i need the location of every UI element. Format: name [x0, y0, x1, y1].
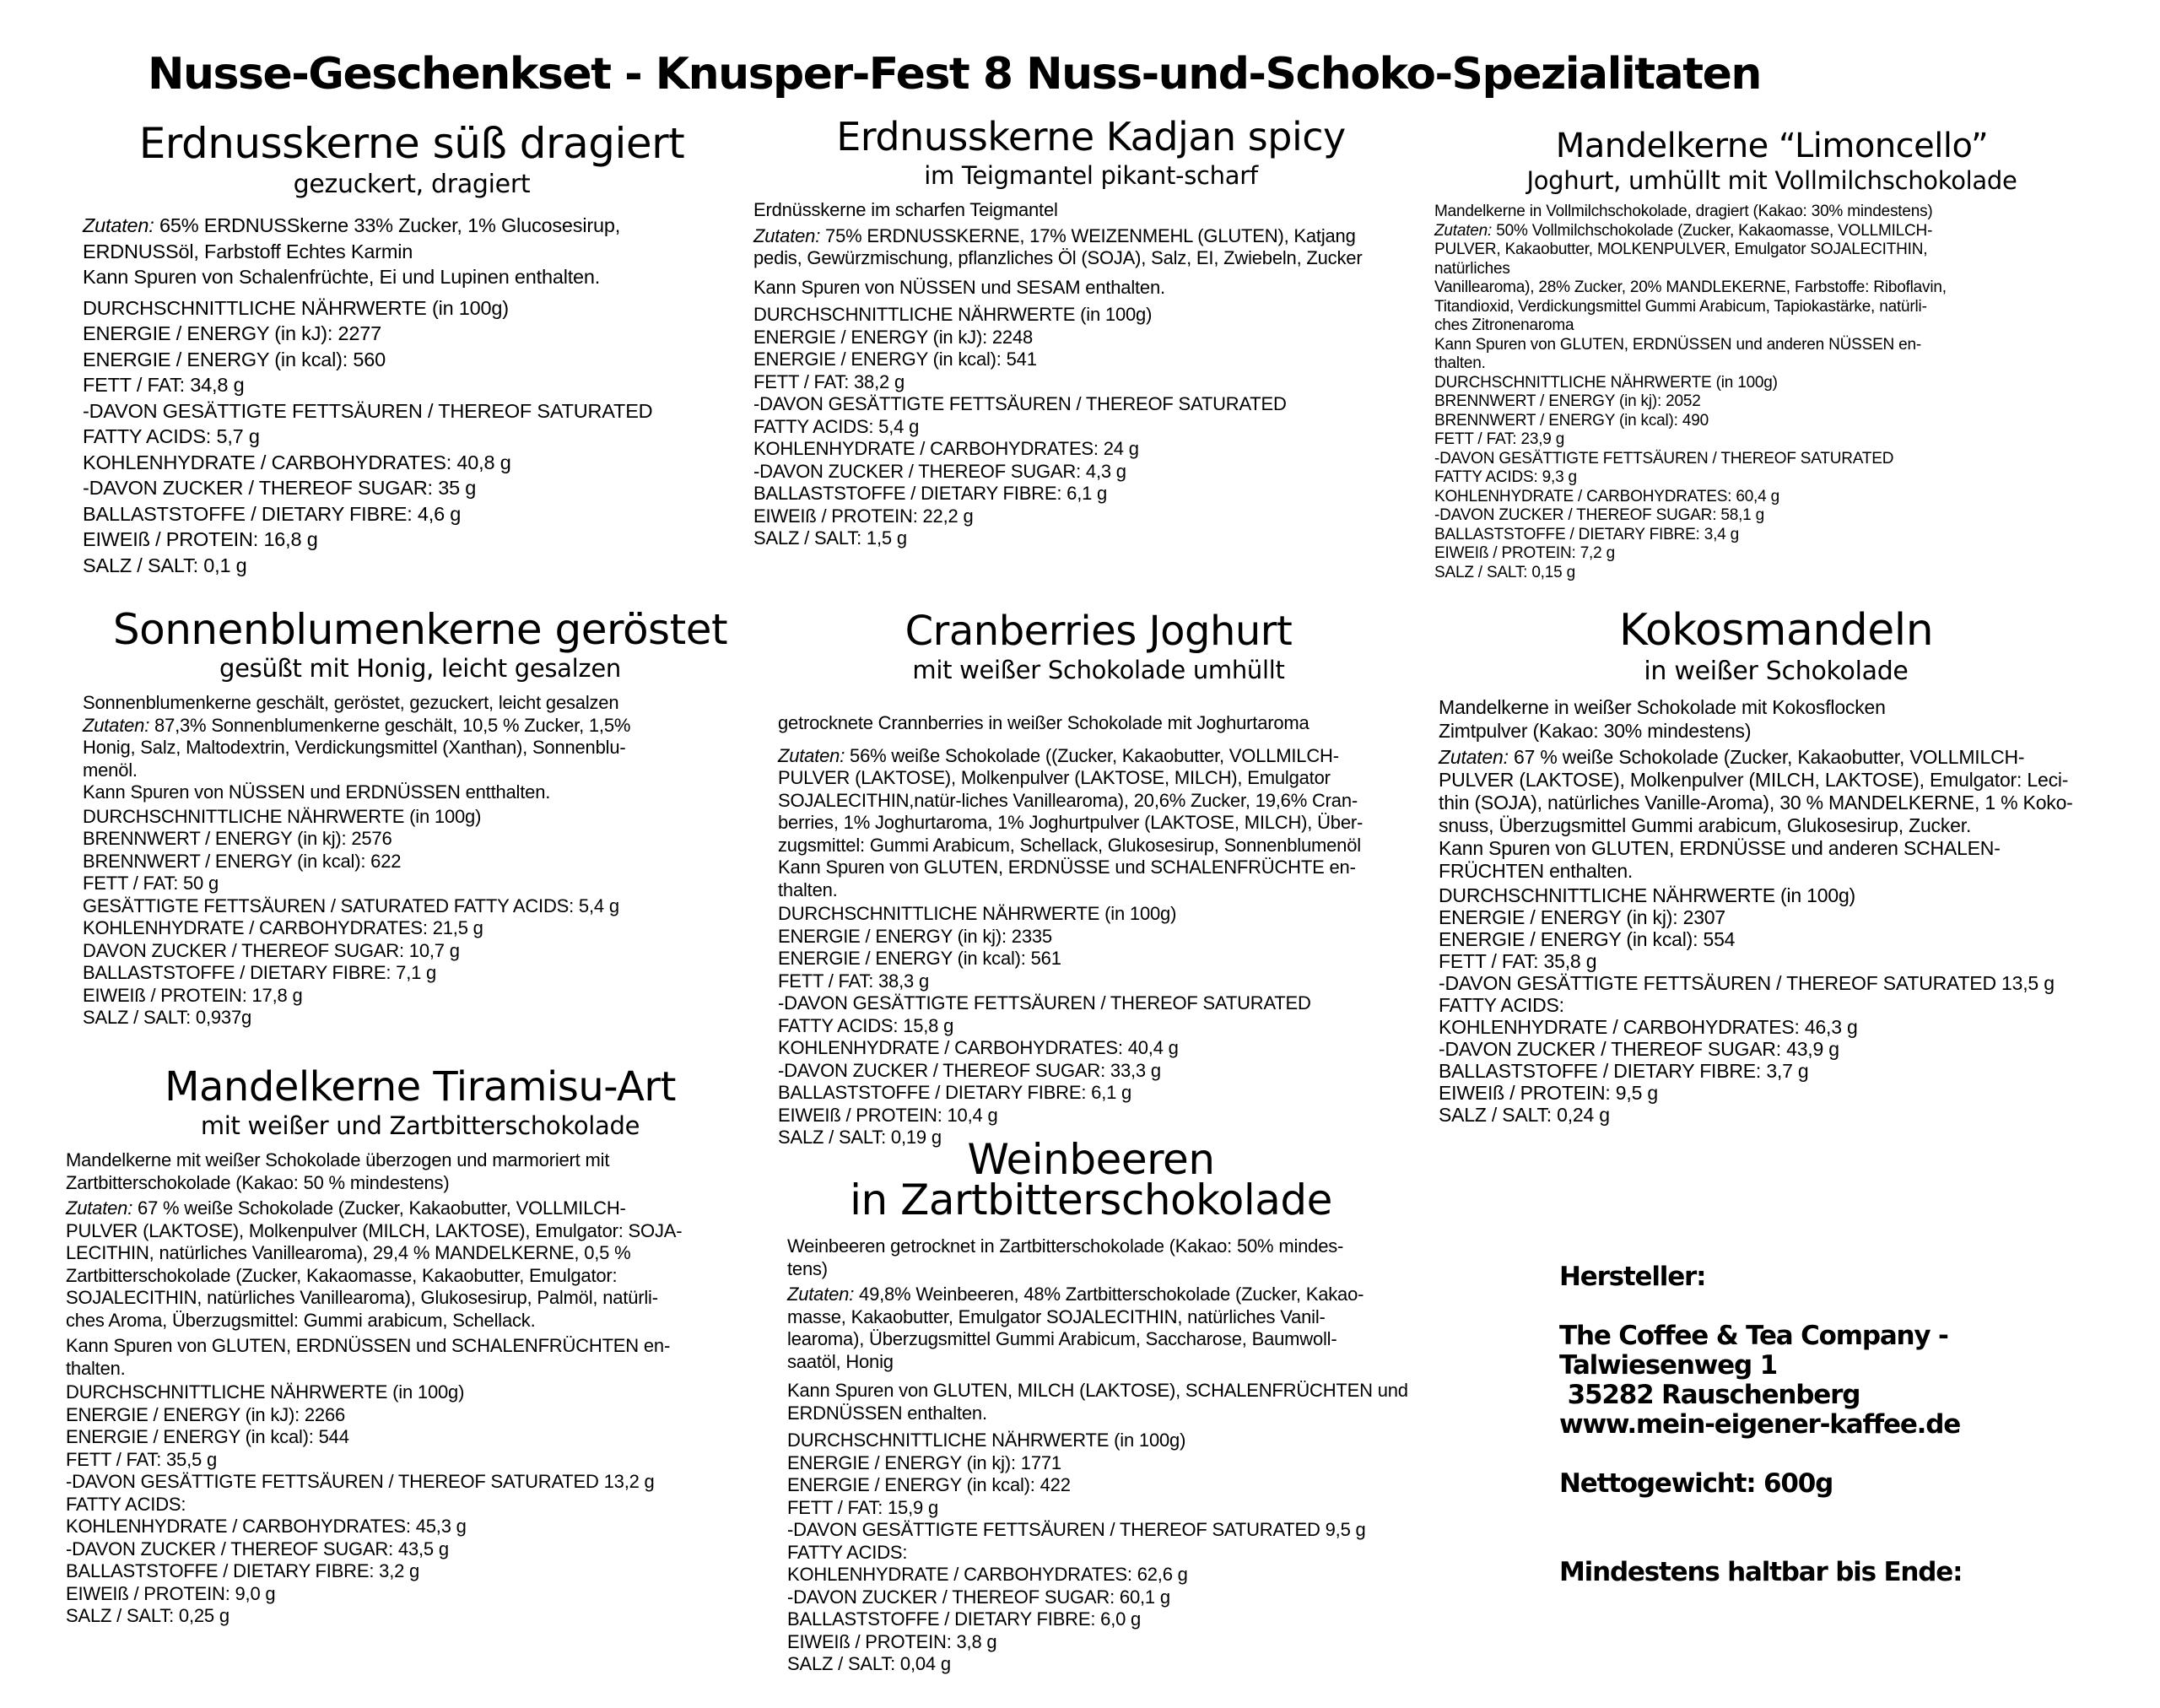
nutrition-line: BRENNWERT / ENERGY (in kcal): 622 [83, 850, 402, 872]
nutrition-line: DURCHSCHNITTLICHE NÄHRWERTE (in 100g) [1439, 884, 1855, 906]
nutrition-line: FETT / FAT: 15,9 g [787, 1496, 938, 1518]
ingredients-text [787, 1284, 1462, 1373]
nutrition-facts [66, 1381, 775, 1628]
zutaten-label: Zutaten: [787, 1284, 855, 1305]
product-block [83, 118, 741, 578]
nutrition-line: DURCHSCHNITTLICHE NÄHRWERTE (in 100g) [753, 304, 1153, 325]
nutrition-line: ENERGIE / ENERGY (in kcal): 554 [1439, 928, 1736, 950]
nutrition-line: ENERGIE / ENERGY (in kj): 2335 [778, 925, 1052, 947]
nutrition-line: FATTY ACIDS: 5,4 g [753, 415, 920, 437]
manufacturer-line: The Coffee & Tea Company - [1559, 1321, 1948, 1351]
nutrition-line: FETT / FAT: 34,8 g [83, 374, 245, 396]
nutrition-line: -DAVON GESÄTTIGTE FETTSÄUREN / THEREOF SATURATED [1434, 449, 1894, 468]
best-before: Mindestens haltbar bis Ende: [1559, 1557, 1963, 1587]
product-block [778, 608, 1419, 1149]
nutrition-line: KOHLENHYDRATE / CARBOHYDRATES: 21,5 g [83, 917, 483, 938]
nutrition-facts [753, 304, 1428, 550]
product-block [1434, 127, 2109, 582]
manufacturer-line: 35282 Rauschenberg [1559, 1380, 1860, 1410]
nutrition-facts [1434, 374, 2109, 583]
product-subtitle: im Teigmantel pikant-scharf [924, 161, 1258, 190]
product-description: Erdnüsskerne im scharfen Teigmantel [753, 199, 1058, 220]
page-title: Nusse-Geschenkset - Knusper-Fest 8 Nuss-und-Schoko-Spezialitaten [148, 49, 1761, 100]
ingredients-text [1439, 746, 2114, 883]
nutrition-line: -DAVON ZUCKER / THEREOF SUGAR: 43,9 g [1439, 1038, 1839, 1060]
nutrition-line: ENERGIE / ENERGY (in kcal): 541 [753, 349, 1037, 370]
nutrition-line: SALZ / SALT: 0,15 g [1434, 563, 1575, 581]
nutrition-line: FATTY ACIDS: 9,3 g [1434, 468, 1577, 486]
allergen-notice: Kann Spuren von NÜSSEN und SESAM enthalten. [753, 276, 1165, 298]
nutrition-line: ENERGIE / ENERGY (in kj): 1771 [787, 1451, 1061, 1473]
allergen-notice: Kann Spuren von GLUTEN, MILCH (LAKTOSE), SCHALENFRÜCHTEN und ERDNÜSSEN enthalten. [787, 1380, 1408, 1424]
ingredients-text [753, 225, 1428, 270]
nutrition-line: SALZ / SALT: 0,04 g [787, 1653, 951, 1674]
nutrition-line: BRENNWERT / ENERGY (in kj): 2576 [83, 828, 392, 849]
nutrition-line: DURCHSCHNITTLICHE NÄHRWERTE (in 100g) [787, 1430, 1186, 1451]
nutrition-line: EIWEIß / PROTEIN: 9,5 g [1439, 1082, 1658, 1104]
product-title: Erdnusskerne süß dragiert [138, 119, 685, 168]
nutrition-line: BALLASTSTOFFE / DIETARY FIBRE: 7,1 g [83, 962, 437, 983]
product-description: Mandelkerne in Vollmilchschokolade, dragiert (Kakao: 30% mindestens) [1434, 203, 1933, 220]
nutrition-line: ENERGIE / ENERGY (in kJ): 2266 [66, 1403, 346, 1425]
product-title: Erdnusskerne Kadjan spicy [836, 114, 1346, 159]
product-description: Sonnenblumenkerne geschält, geröstet, gezuckert, leicht gesalzen [83, 692, 619, 713]
nutrition-line: EIWEIß / PROTEIN: 22,2 g [753, 505, 974, 527]
ingredients-list: 87,3% Sonnenblumenkerne geschält, 10,5 % Zucker, 1,5% Honig, Salz, Maltodextrin, Verdickungsmittel (Xanthan), Sonnenblu- menöl. Kann Spuren von NÜSSEN und ERDNÜSSEN entthalten. [83, 714, 631, 803]
nutrition-line: KOHLENHYDRATE / CARBOHYDRATES: 40,4 g [778, 1037, 1179, 1058]
zutaten-label: Zutaten: [83, 214, 154, 236]
manufacturer-line: Talwiesenweg 1 [1559, 1350, 1777, 1381]
zutaten-label: Zutaten: [778, 744, 845, 766]
nutrition-line: DURCHSCHNITTLICHE NÄHRWERTE (in 100g) [1434, 373, 1778, 392]
nutrition-line: BALLASTSTOFFE / DIETARY FIBRE: 6,0 g [787, 1608, 1142, 1630]
nutrition-facts [83, 295, 741, 579]
nutrition-line: FETT / FAT: 35,5 g [66, 1448, 217, 1470]
product-title: Weinbeeren in Zartbitterschokolade [850, 1135, 1332, 1224]
ingredients-list: 56% weiße Schokolade ((Zucker, Kakaobutter, VOLLMILCH- PULVER (LAKTOSE), Molkenpulver (LAKTOSE, MILCH), Emulgator SOJALECITHIN,natür-liches Vanillearoma), 20,6% Zucker, 19,6% Cran- berries, 1% Joghurtaroma, 1% Joghurtpulver (LAKTOSE, MILCH), Über- zugsmittel: Gummi Arabicum, Schellack, Glukosesirup, Sonnenblumenöl Kann Spuren von GLUTEN, ERDNÜSSE und SCHALENFRÜCHTE en- thalten. [778, 744, 1364, 900]
nutrition-line: -DAVON ZUCKER / THEREOF SUGAR: 4,3 g [753, 460, 1126, 482]
ingredients-text [778, 745, 1419, 902]
product-block [753, 113, 1428, 550]
nutrition-line: -DAVON GESÄTTIGTE FETTSÄUREN / THEREOF SATURATED 9,5 g [787, 1519, 1366, 1540]
nutrition-line: SALZ / SALT: 0,24 g [1439, 1104, 1610, 1126]
nutrition-line: BALLASTSTOFFE / DIETARY FIBRE: 4,6 g [83, 502, 462, 525]
nutrition-facts [778, 903, 1419, 1149]
manufacturer-info [1559, 1262, 1962, 1587]
product-subtitle: gesüßt mit Honig, leicht gesalzen [219, 654, 621, 683]
nutrition-line: GESÄTTIGTE FETTSÄUREN / SATURATED FATTY ACIDS: 5,4 g [83, 895, 619, 916]
nutrition-line: FETT / FAT: 50 g [83, 873, 219, 894]
nutrition-line: SALZ / SALT: 0,25 g [66, 1605, 230, 1626]
product-title: Kokosmandeln [1618, 605, 1934, 656]
nutrition-line: SALZ / SALT: 0,19 g [778, 1127, 942, 1148]
nutrition-line: -DAVON GESÄTTIGTE FETTSÄUREN / THEREOF SATURATED 13,5 g [1439, 972, 2055, 994]
nutrition-facts [1439, 884, 2114, 1126]
nutrition-line: DAVON ZUCKER / THEREOF SUGAR: 10,7 g [83, 939, 460, 961]
ingredients-list: 65% ERDNUSSkerne 33% Zucker, 1% Glucosesirup, ERDNUSSöl, Farbstoff Echtes Karmin Kann Spuren von Schalenfrüchte, Ei und Lupinen enthalten. [83, 214, 621, 288]
nutrition-line: ENERGIE / ENERGY (in kJ): 2277 [83, 322, 382, 344]
nutrition-line: ENERGIE / ENERGY (in kcal): 560 [83, 348, 386, 370]
nutrition-line: -DAVON GESÄTTIGTE FETTSÄUREN / THEREOF SATURATED [778, 992, 1311, 1013]
ingredients-list: 50% Vollmilchschokolade (Zucker, Kakaomasse, VOLLMILCH- PULVER, Kakaobutter, MOLKENPULVER, Emulgator SOJALECITHIN, natürliches Vanillearoma), 28% Zucker, 20% MANDLEKERNE, Farbstoffe: Riboflavin, Titandioxid, Verdickungsmittel Gummi Arabicum, Tapiokastärke, natürli- ches Zitronenaroma Kann Spuren von GLUTEN, ERDNÜSSEN und anderen NÜSSEN en- thalten. [1434, 221, 1947, 372]
nutrition-line: BRENNWERT / ENERGY (in kcal): 490 [1434, 411, 1709, 430]
nutrition-line: DURCHSCHNITTLICHE NÄHRWERTE (in 100g) [778, 903, 1177, 924]
nutrition-line: KOHLENHYDRATE / CARBOHYDRATES: 60,4 g [1434, 487, 1779, 505]
ingredients-list: 67 % weiße Schokolade (Zucker, Kakaobutter, VOLLMILCH- PULVER (LAKTOSE), Molkenpulver (MILCH, LAKTOSE), Emulgator: SOJA- LECITHIN, natürliches Vanillearoma), 29,4 % MANDELKERNE, 0,5 % Zartbitterschokolade (Zucker, Kakaomasse, Kakaobutter, Emulgator: SOJALECITHIN, natürliches Vanillearoma), Glukosesirup, Palmöl, natürli- ches Aroma, Überzugsmittel: Gummi arabicum, Schellack. [66, 1197, 683, 1331]
ingredients-text [83, 715, 758, 804]
product-subtitle: gezuckert, dragiert [293, 170, 531, 199]
product-block [66, 1063, 775, 1628]
nutrition-line: ENERGIE / ENERGY (in kj): 2307 [1439, 906, 1725, 928]
nutrition-facts [83, 806, 758, 1030]
nutrition-line: BALLASTSTOFFE / DIETARY FIBRE: 6,1 g [778, 1082, 1132, 1103]
nutrition-line: EIWEIß / PROTEIN: 17,8 g [83, 984, 303, 1006]
product-title: Mandelkerne “Limoncello” [1555, 127, 1989, 165]
nutrition-line: -DAVON ZUCKER / THEREOF SUGAR: 60,1 g [787, 1586, 1170, 1608]
ingredients-text [66, 1197, 775, 1332]
nutrition-line: FATTY ACIDS: [1439, 994, 1564, 1016]
nutrition-facts [787, 1430, 1462, 1676]
nutrition-line: DURCHSCHNITTLICHE NÄHRWERTE (in 100g) [83, 296, 509, 319]
zutaten-label: Zutaten: [753, 224, 821, 246]
product-title: Mandelkerne Tiramisu-Art [165, 1063, 676, 1111]
nutrition-line: -DAVON GESÄTTIGTE FETTSÄUREN / THEREOF SATURATED [83, 399, 653, 422]
nutrition-line: SALZ / SALT: 0,1 g [83, 554, 247, 576]
nutrition-line: FATTY ACIDS: 5,7 g [83, 425, 260, 447]
product-title: Sonnenblumenkerne geröstet [112, 605, 728, 654]
product-title: Cranberries Joghurt [904, 608, 1293, 655]
allergen-notice: Kann Spuren von GLUTEN, ERDNÜSSEN und SCHALENFRÜCHTEN en- thalten. [66, 1335, 671, 1379]
nutrition-line: -DAVON GESÄTTIGTE FETTSÄUREN / THEREOF SATURATED [753, 393, 1287, 414]
nutrition-line: FETT / FAT: 23,9 g [1434, 430, 1565, 448]
nutrition-line: KOHLENHYDRATE / CARBOHYDRATES: 45,3 g [66, 1516, 467, 1537]
nutrition-line: EIWEIß / PROTEIN: 9,0 g [66, 1582, 276, 1604]
nutrition-line: FETT / FAT: 38,3 g [778, 970, 929, 992]
nutrition-line: FATTY ACIDS: 15,8 g [778, 1014, 954, 1036]
nutrition-line: BALLASTSTOFFE / DIETARY FIBRE: 3,2 g [66, 1560, 420, 1581]
nutrition-line: EIWEIß / PROTEIN: 3,8 g [787, 1630, 997, 1652]
nutrition-line: EIWEIß / PROTEIN: 10,4 g [778, 1104, 998, 1126]
product-subtitle: in weißer Schokolade [1644, 657, 1909, 686]
nutrition-line: DURCHSCHNITTLICHE NÄHRWERTE (in 100g) [83, 805, 482, 827]
nutrition-line: -DAVON GESÄTTIGTE FETTSÄUREN / THEREOF SATURATED 13,2 g [66, 1471, 655, 1492]
product-subtitle: mit weißer Schokolade umhüllt [912, 656, 1285, 684]
nutrition-line: SALZ / SALT: 1,5 g [753, 527, 907, 549]
product-block [1439, 604, 2114, 1126]
nutrition-line: ENERGIE / ENERGY (in kJ): 2248 [753, 326, 1034, 348]
nutrition-line: EIWEIß / PROTEIN: 16,8 g [83, 528, 318, 550]
nutrition-line: KOHLENHYDRATE / CARBOHYDRATES: 40,8 g [83, 451, 511, 473]
zutaten-label: Zutaten: [66, 1197, 133, 1219]
nutrition-line: BRENNWERT / ENERGY (in kj): 2052 [1434, 392, 1701, 410]
ingredients-list: 75% ERDNUSSKERNE, 17% WEIZENMEHL (GLUTEN), Katjang pedis, Gewürzmischung, pflanzliches Öl (SOJA), Salz, EI, Zwiebeln, Zucker [753, 224, 1363, 268]
nutrition-line: KOHLENHYDRATE / CARBOHYDRATES: 24 g [753, 438, 1139, 459]
nutrition-line: FETT / FAT: 38,2 g [753, 370, 904, 392]
nutrition-line: SALZ / SALT: 0,937g [83, 1007, 252, 1028]
product-description: Weinbeeren getrocknet in Zartbitterschokolade (Kakao: 50% mindes- tens) [787, 1235, 1344, 1279]
nutrition-line: KOHLENHYDRATE / CARBOHYDRATES: 62,6 g [787, 1564, 1188, 1585]
nutrition-line: KOHLENHYDRATE / CARBOHYDRATES: 46,3 g [1439, 1016, 1858, 1038]
nutrition-line: BALLASTSTOFFE / DIETARY FIBRE: 3,7 g [1439, 1060, 1809, 1082]
nutrition-line: DURCHSCHNITTLICHE NÄHRWERTE (in 100g) [66, 1381, 465, 1403]
product-subtitle: Joghurt, umhüllt mit Vollmilchschokolade [1526, 166, 2017, 195]
nutrition-line: -DAVON ZUCKER / THEREOF SUGAR: 33,3 g [778, 1059, 1161, 1081]
nutrition-line: ENERGIE / ENERGY (in kcal): 422 [787, 1474, 1071, 1495]
zutaten-label: Zutaten: [1439, 746, 1509, 768]
ingredients-text [83, 213, 741, 290]
nutrition-line: FATTY ACIDS: [66, 1493, 186, 1515]
nutrition-line: BALLASTSTOFFE / DIETARY FIBRE: 3,4 g [1434, 525, 1739, 543]
ingredients-text [1434, 222, 2109, 374]
product-description: Mandelkerne in weißer Schokolade mit Kokosflocken Zimtpulver (Kakao: 30% mindestens) [1439, 696, 1886, 742]
ingredients-list: 49,8% Weinbeeren, 48% Zartbitterschokolade (Zucker, Kakao- masse, Kakaobutter, Emulgator SOJALECITHIN, natürliches Vanil- learoma), Überzugsmittel Gummi Arabicum, Saccharose, Baumwoll- saatöl, Honig [787, 1284, 1364, 1372]
nutrition-line: ENERGIE / ENERGY (in kcal): 561 [778, 948, 1061, 969]
net-weight: Nettogewicht: 600g [1559, 1468, 1833, 1499]
zutaten-label: Zutaten: [1434, 221, 1493, 240]
product-description: Mandelkerne mit weißer Schokolade überzogen und marmoriert mit Zartbitterschokolade (Kakao: 50 % mindestens) [66, 1149, 610, 1193]
nutrition-line: FETT / FAT: 35,8 g [1439, 950, 1597, 972]
manufacturer-website: www.mein-eigener-kaffee.de [1559, 1409, 1961, 1440]
nutrition-line: FATTY ACIDS: [787, 1541, 908, 1563]
nutrition-line: ENERGIE / ENERGY (in kcal): 544 [66, 1426, 349, 1447]
product-subtitle: mit weißer und Zartbitterschokolade [200, 1111, 640, 1140]
nutrition-line: -DAVON ZUCKER / THEREOF SUGAR: 58,1 g [1434, 506, 1764, 524]
nutrition-line: -DAVON ZUCKER / THEREOF SUGAR: 43,5 g [66, 1538, 449, 1559]
product-block [83, 606, 758, 1030]
manufacturer-label: Hersteller: [1559, 1262, 1706, 1292]
ingredients-list: 67 % weiße Schokolade (Zucker, Kakaobutter, VOLLMILCH- PULVER (LAKTOSE), Molkenpulver (MILCH, LAKTOSE), Emulgator: Leci- thin (SOJA), natürliches Vanille-Aroma), 30 % MANDELKERNE, 1 % Koko- snuss, Überzugsmittel Gummi arabicum, Glukosesirup, Zucker. Kann Spuren von GLUTEN, ERDNÜSSE und anderen SCHALEN- FRÜCHTEN enthalten. [1439, 746, 2073, 882]
nutrition-line: EIWEIß / PROTEIN: 7,2 g [1434, 544, 1615, 562]
zutaten-label: Zutaten: [83, 714, 150, 736]
nutrition-line: -DAVON ZUCKER / THEREOF SUGAR: 35 g [83, 477, 477, 499]
nutrition-line: BALLASTSTOFFE / DIETARY FIBRE: 6,1 g [753, 483, 1108, 504]
product-description: getrocknete Crannberries in weißer Schokolade mit Joghurtaroma [778, 712, 1310, 733]
